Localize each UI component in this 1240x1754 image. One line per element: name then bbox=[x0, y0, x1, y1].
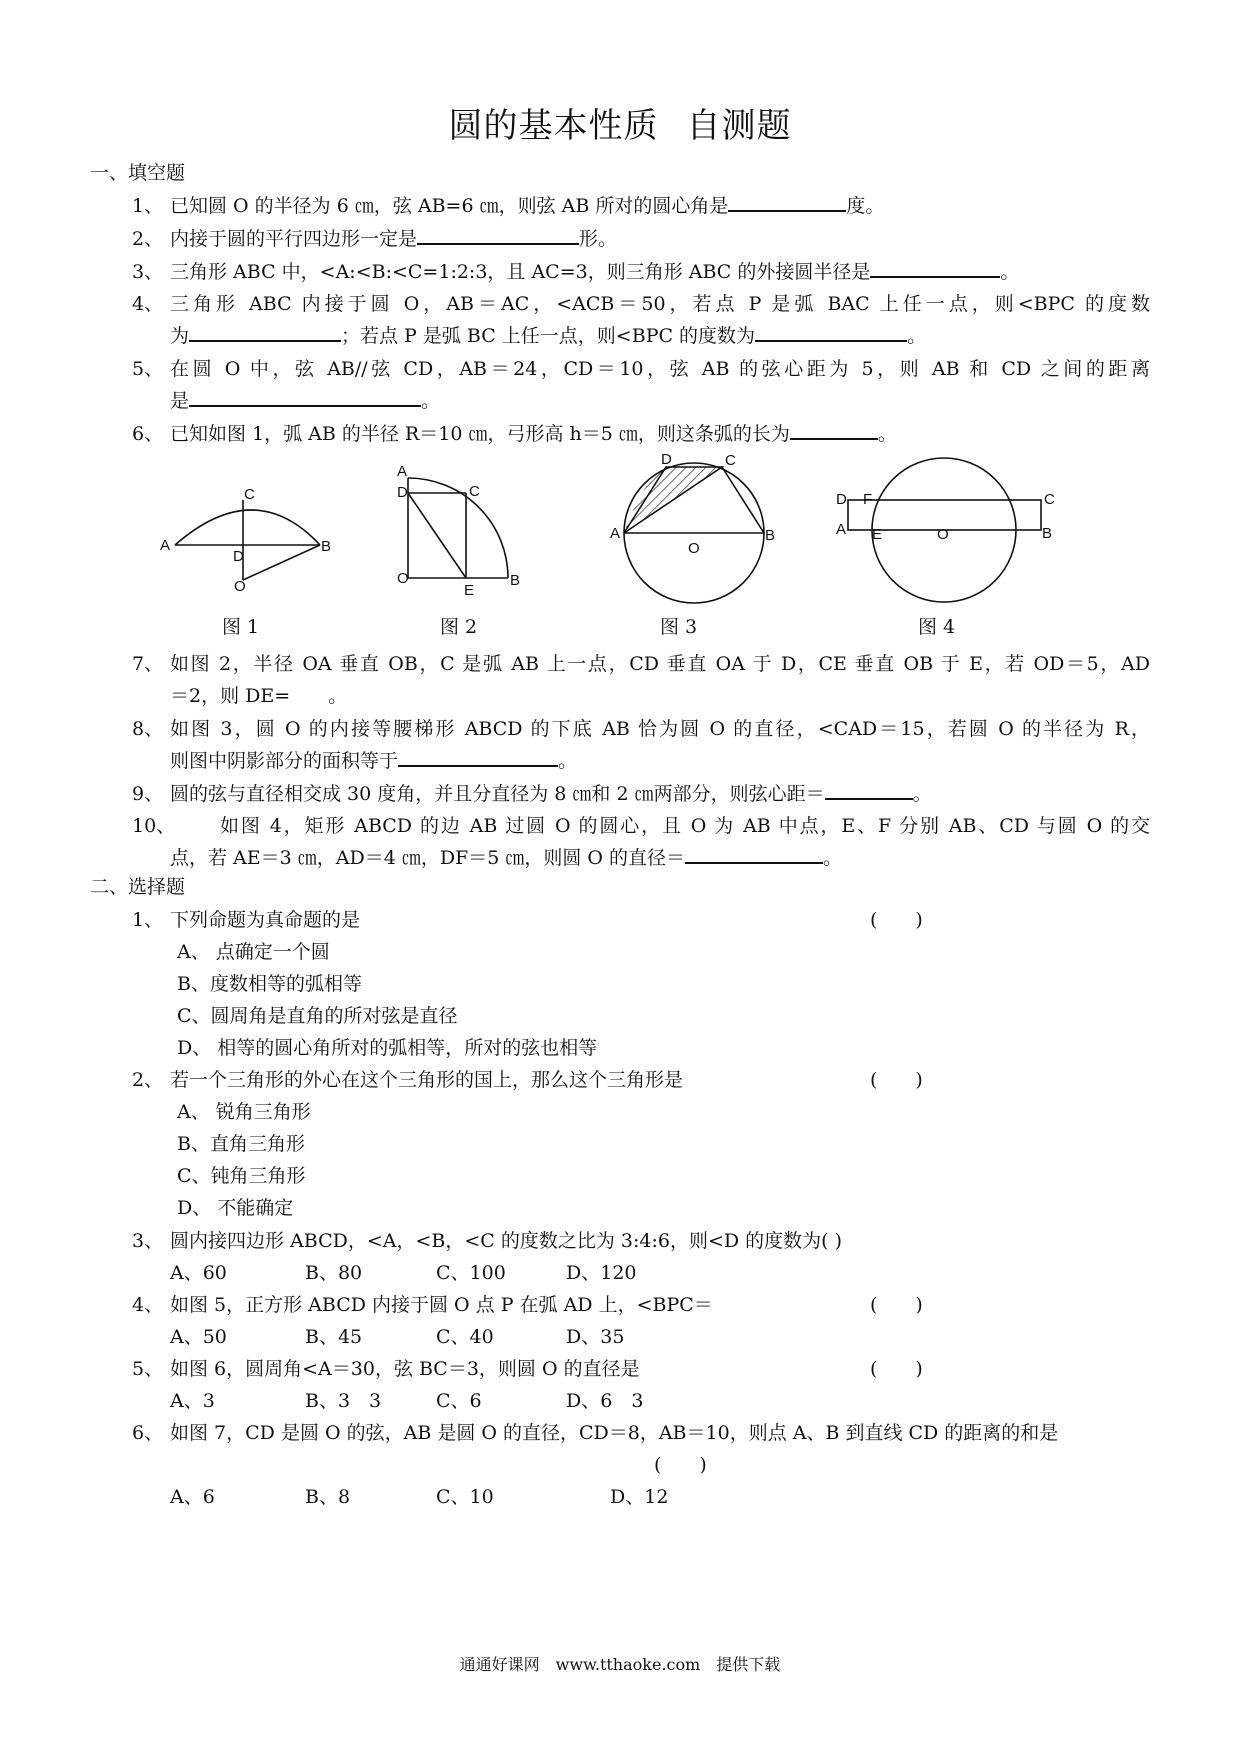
question-1-number: 1、 bbox=[132, 195, 164, 217]
title-main: 圆的基本性质 bbox=[448, 106, 659, 146]
answer-paren: ( ) bbox=[870, 909, 923, 931]
question-3-number: 3、 bbox=[132, 261, 164, 283]
question-6: 已知如图 1，弧 AB 的半径 R＝10 ㎝，弓形高 h＝5 ㎝，则这条弧的长为 。 bbox=[170, 419, 897, 446]
choice-6-option-c: C、10 bbox=[436, 1486, 494, 1508]
question-8-number: 8、 bbox=[132, 718, 164, 740]
question-9-number: 9、 bbox=[132, 783, 164, 805]
question-5-number: 5、 bbox=[132, 358, 164, 380]
fig3-label-a: A bbox=[610, 525, 621, 542]
fig4-label-b: B bbox=[1042, 525, 1053, 542]
question-5-line1: 在圆 O 中，弦 AB//弦 CD，AB＝24，CD＝10，弦 AB 的弦心距为 5，则 AB 和 CD 之间的距离 bbox=[170, 358, 1150, 380]
choice-1-option-a: A、 点确定一个圆 bbox=[177, 941, 330, 963]
fig2-label-b: B bbox=[510, 572, 521, 589]
choice-6-option-d: D、12 bbox=[610, 1486, 669, 1508]
choice-3-option-d: D、120 bbox=[566, 1262, 637, 1284]
figure-2 bbox=[388, 455, 538, 605]
fig2-label-c: C bbox=[469, 483, 480, 500]
question-10-number: 10、 bbox=[132, 815, 176, 837]
question-7-line1: 如图 2，半径 OA 垂直 OB，C 是弧 AB 上一点，CD 垂直 OA 于 D，CE 垂直 OB 于 E，若 OD＝5，AD bbox=[170, 653, 1150, 675]
answer-blank bbox=[398, 747, 558, 767]
choice-1-option-d: D、 相等的圆心角所对的弧相等，所对的弦也相等 bbox=[177, 1037, 598, 1059]
answer-blank bbox=[870, 258, 1000, 278]
choice-5-option-d: D、6 3 bbox=[566, 1390, 644, 1412]
question-3: 三角形 ABC 中，<A:<B:<C=1:2:3，且 AC=3，则三角形 ABC 的外接圆半径是 。 bbox=[170, 257, 1019, 284]
choice-1-option-c: C、圆周角是直角的所对弦是直径 bbox=[177, 1005, 458, 1027]
figure-2-caption: 图 2 bbox=[440, 616, 478, 638]
section-choice-heading: 二、选择题 bbox=[90, 876, 186, 898]
question-8-line1: 如图 3，圆 O 的内接等腰梯形 ABCD 的下底 AB 恰为圆 O 的直径，<CAD＝15，若圆 O 的半径为 R， bbox=[170, 718, 1150, 740]
choice-5: 如图 6，圆周角<A＝30，弦 BC＝3，则圆 O 的直径是 bbox=[170, 1358, 640, 1380]
choice-3-number: 3、 bbox=[132, 1230, 164, 1252]
answer-blank bbox=[417, 225, 579, 245]
question-1: 已知圆 O 的半径为 6 ㎝，弦 AB=6 ㎝，则弦 AB 所对的圆心角是 度。 bbox=[170, 191, 884, 218]
answer-paren: ( ) bbox=[654, 1454, 707, 1476]
fig1-label-d: D bbox=[233, 548, 244, 565]
choice-2-option-c: C、钝角三角形 bbox=[177, 1165, 306, 1187]
choice-4-number: 4、 bbox=[132, 1294, 164, 1316]
page-footer: 通通好课网 www.tthaoke.com 提供下载 bbox=[459, 1655, 781, 1674]
fig4-label-c: C bbox=[1044, 491, 1055, 508]
question-2: 内接于圆的平行四边形一定是 形。 bbox=[170, 224, 617, 251]
page-title bbox=[0, 98, 1240, 147]
answer-blank bbox=[728, 192, 846, 212]
choice-3-option-a: A、60 bbox=[170, 1262, 227, 1284]
choice-4-option-a: A、50 bbox=[170, 1326, 227, 1348]
choice-1-number: 1、 bbox=[132, 909, 164, 931]
fig3-label-b: B bbox=[765, 527, 776, 544]
fig2-label-a: A bbox=[397, 463, 408, 480]
figure-1-caption: 图 1 bbox=[222, 616, 260, 638]
title-sub: 自测题 bbox=[686, 106, 792, 146]
choice-6-option-a: A、6 bbox=[170, 1486, 215, 1508]
choice-3-option-b: B、80 bbox=[305, 1262, 363, 1284]
figure-4-caption: 图 4 bbox=[918, 616, 956, 638]
fig1-label-c: C bbox=[244, 486, 255, 503]
figure-3-caption: 图 3 bbox=[660, 616, 698, 638]
choice-4: 如图 5，正方形 ABCD 内接于圆 O 点 P 在弧 AD 上，<BPC＝ bbox=[170, 1294, 713, 1316]
question-9: 圆的弦与直径相交成 30 度角，并且分直径为 8 ㎝和 2 ㎝两部分，则弦心距＝ 。 bbox=[170, 779, 932, 806]
choice-2-option-d: D、 不能确定 bbox=[177, 1197, 294, 1219]
fig3-label-d: D bbox=[661, 451, 672, 468]
fig1-label-a: A bbox=[160, 537, 171, 554]
answer-paren: ( ) bbox=[870, 1294, 923, 1316]
fig2-label-d: D bbox=[397, 484, 408, 501]
fig3-label-o: O bbox=[688, 540, 700, 557]
answer-blank bbox=[189, 322, 341, 342]
answer-blank bbox=[755, 322, 907, 342]
fig4-label-a: A bbox=[836, 521, 847, 538]
question-6-number: 6、 bbox=[132, 423, 164, 445]
figure-3 bbox=[604, 450, 784, 608]
choice-4-option-c: C、40 bbox=[436, 1326, 494, 1348]
choice-2-option-a: A、 锐角三角形 bbox=[177, 1101, 311, 1123]
fig4-label-d: D bbox=[836, 491, 847, 508]
fig2-label-e: E bbox=[464, 582, 475, 599]
answer-paren: ( ) bbox=[870, 1358, 923, 1380]
choice-2-option-b: B、直角三角形 bbox=[177, 1133, 305, 1155]
section-fill-blank-heading: 一、填空题 bbox=[90, 162, 186, 184]
fig1-label-o: O bbox=[234, 578, 246, 595]
choice-6: 如图 7，CD 是圆 O 的弦，AB 是圆 O 的直径，CD＝8，AB＝10，则点 A、B 到直线 CD 的距离的和是 bbox=[170, 1422, 1059, 1444]
choice-4-option-d: D、35 bbox=[566, 1326, 625, 1348]
answer-blank bbox=[825, 780, 913, 800]
choice-5-option-a: A、3 bbox=[170, 1390, 215, 1412]
choice-3-option-c: C、100 bbox=[436, 1262, 506, 1284]
choice-2-number: 2、 bbox=[132, 1069, 164, 1091]
question-10-line2: 点，若 AE＝3 ㎝，AD＝4 ㎝，DF＝5 ㎝，则圆 O 的直径＝ 。 bbox=[170, 843, 842, 870]
fig3-label-c: C bbox=[725, 452, 736, 469]
answer-blank bbox=[790, 420, 878, 440]
answer-paren: ( ) bbox=[870, 1069, 923, 1091]
choice-1-option-b: B、度数相等的弧相等 bbox=[177, 973, 362, 995]
choice-5-number: 5、 bbox=[132, 1358, 164, 1380]
choice-5-option-c: C、6 bbox=[436, 1390, 482, 1412]
question-4-number: 4、 bbox=[132, 293, 164, 315]
question-8-line2: 则图中阴影部分的面积等于 。 bbox=[170, 746, 577, 773]
question-2-number: 2、 bbox=[132, 228, 164, 250]
question-7-line2: ＝2，则 DE= 。 bbox=[170, 685, 348, 707]
choice-5-option-b: B、3 3 bbox=[305, 1390, 382, 1412]
fig2-label-o: O bbox=[397, 570, 409, 587]
choice-6-option-b: B、8 bbox=[305, 1486, 351, 1508]
choice-2: 若一个三角形的外心在这个三角形的国上，那么这个三角形是 bbox=[170, 1069, 684, 1091]
figure-4 bbox=[826, 450, 1056, 608]
question-10-line1: 如图 4，矩形 ABCD 的边 AB 过圆 O 的圆心，且 O 为 AB 中点，E、F 分别 AB、CD 与圆 O 的交 bbox=[220, 815, 1150, 837]
figure-1 bbox=[160, 455, 360, 605]
question-4-line1: 三角形 ABC 内接于圆 O，AB＝AC，<ACB＝50，若点 P 是弧 BAC 上任一点，则<BPC 的度数 bbox=[170, 293, 1150, 315]
choice-3: 圆内接四边形 ABCD，<A，<B，<C 的度数之比为 3:4:6，则<D 的度数为( ) bbox=[170, 1230, 843, 1252]
fig4-label-f: F bbox=[863, 491, 873, 508]
fig4-label-e: E bbox=[872, 526, 883, 543]
question-5-line2: 是 。 bbox=[170, 386, 440, 413]
question-7-number: 7、 bbox=[132, 653, 164, 675]
choice-1: 下列命题为真命题的是 bbox=[170, 909, 361, 931]
fig4-label-o: O bbox=[937, 526, 949, 543]
choice-6-number: 6、 bbox=[132, 1422, 164, 1444]
answer-blank bbox=[685, 844, 823, 864]
fig1-label-b: B bbox=[321, 538, 332, 555]
answer-blank bbox=[189, 387, 421, 407]
question-4-line2: 为 ；若点 P 是弧 BC 上任一点，则<BPC 的度数为 。 bbox=[170, 321, 926, 348]
choice-4-option-b: B、45 bbox=[305, 1326, 363, 1348]
